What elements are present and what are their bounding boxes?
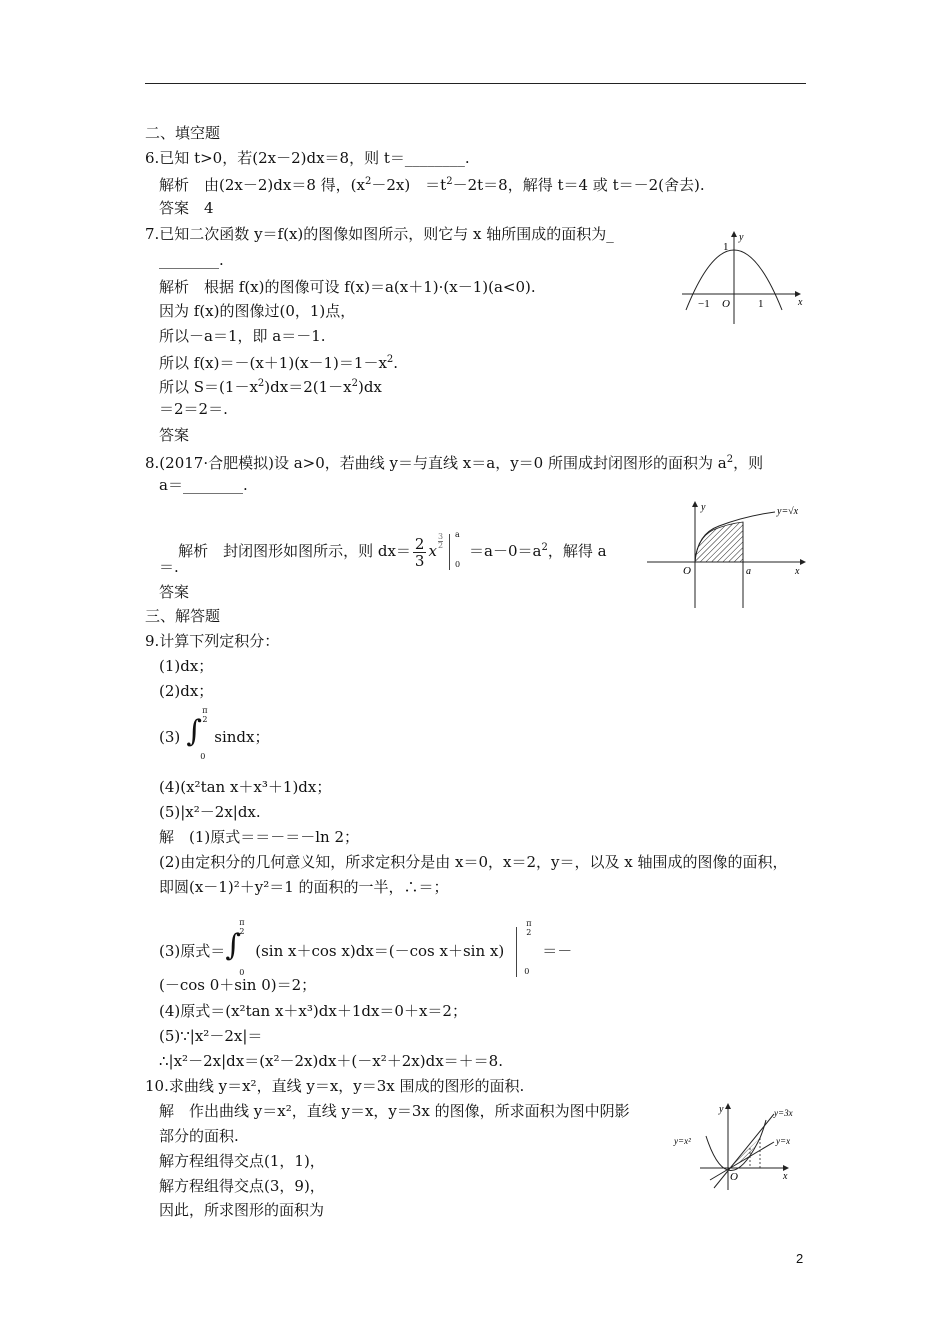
q10-x-label: x xyxy=(783,1171,788,1182)
q8-x-label: x xyxy=(795,566,800,577)
q8-analysis-line1: 解析 封闭图形如图所示，则 dx＝ $\frac{2}{3}$ x $\frac{3}{2}$ a 0 $=a-0=a^2$，解得 a xyxy=(178,530,607,570)
q7-x-label: x xyxy=(798,297,803,308)
q8-fraction: $\frac{2}{3}$ xyxy=(414,534,425,570)
page-number: 2 xyxy=(796,1251,804,1266)
q10-solution2: 部分的面积. xyxy=(159,1127,239,1145)
q7-analysis-line6: ＝2＝2＝. xyxy=(159,400,228,418)
q8-sqrt-figure xyxy=(645,498,813,610)
q9-eval-bar: π 2 0 xyxy=(512,927,542,977)
q9-solution2b: 即圆(x－1)²＋y²＝1 的面积的一半，∴＝； xyxy=(159,878,449,896)
q9-integral-sign-2: ∫ π 2 0 xyxy=(225,918,245,977)
q10-solution3: 解方程组得交点(1，1)， xyxy=(159,1152,325,1170)
q10-origin-label: O xyxy=(730,1171,738,1183)
q8-shaded-region xyxy=(695,522,743,562)
q9-solution4: (4)原式＝(x²tan x＋x³)dx＋1dx＝0＋x＝2； xyxy=(159,1002,467,1020)
q7-question: 7.已知二次函数 y＝f(x)的图像如图所示，则它与 x 轴所围成的面积为_ xyxy=(145,225,614,243)
q7-one-label: 1 xyxy=(723,241,729,253)
q9-part4: (4)(x²tan x＋x³＋1)dx； xyxy=(159,778,332,796)
q10-curve-label: y=x² xyxy=(674,1136,691,1146)
q9-part5: (5)|x²－2x|dx. xyxy=(159,803,261,821)
q7-analysis-line2: 因为 f(x)的图像过(0，1)点， xyxy=(159,302,356,320)
q9-part1: (1)dx； xyxy=(159,657,214,675)
q7-parabola-figure xyxy=(678,228,808,328)
q10-line3x-label: y=3x xyxy=(774,1108,793,1118)
section-solve: 三、解答题 xyxy=(145,607,221,625)
q7-analysis-line3: 所以－a＝1，即 a＝－1. xyxy=(159,327,326,345)
q9-solution1: 解 (1)原式＝＝－＝－ln 2； xyxy=(159,828,360,846)
q6-question: 6.已知 t>0，若(2x－2)dx＝8，则 t＝________. xyxy=(145,149,470,167)
q10-solution4: 解方程组得交点(3，9)， xyxy=(159,1177,325,1195)
q7-answer: 答案 xyxy=(159,426,190,444)
section-fill-in: 二、填空题 xyxy=(145,124,221,142)
q7-minus-one-label: −1 xyxy=(698,298,710,310)
q9-integral-sign: ∫ π 2 0 xyxy=(186,706,208,761)
q8-eval-bar: a 0 xyxy=(447,534,465,570)
q9-question: 9.计算下列定积分： xyxy=(145,632,280,650)
q10-solution5: 因此，所求图形的面积为 xyxy=(159,1201,325,1219)
q10-figure xyxy=(670,1100,805,1192)
q6-analysis: 解析 由(2x－2)dx＝8 得，$(x^2-2x)$ $=t^2-2t=8$，解得 t＝4 或 t＝－2(舍去). xyxy=(159,176,705,194)
q8-analysis-line2: ＝. xyxy=(159,558,179,576)
q7-origin-label: O xyxy=(722,298,730,310)
q10-line-3x xyxy=(714,1114,774,1188)
q9-solution5: (5)∵|x²－2x|＝ xyxy=(159,1027,263,1045)
q10-line-x xyxy=(710,1142,774,1180)
q7-y-label: y xyxy=(739,232,744,243)
q8-curve-label: y=√x xyxy=(777,506,799,517)
q10-y-label: y xyxy=(719,1104,724,1115)
q9-solution5b: ∴|x²－2x|dx＝(x²－2x)dx＋(－x²＋2x)dx＝＋＝8. xyxy=(159,1052,503,1070)
header-rule xyxy=(145,83,806,84)
q10-question: 10.求曲线 y＝x²，直线 y＝x，y＝3x 围成的图形的面积. xyxy=(145,1077,525,1095)
q9-part3: (3) ∫ π 2 0 sindx； xyxy=(159,706,270,761)
q9-solution3b: (－cos 0＋sin 0)＝2； xyxy=(159,976,317,994)
q9-solution2: (2)由定积分的几何意义知，所求定积分是由 x＝0，x＝2，y＝，以及 x 轴围成的图像的面积， xyxy=(159,853,788,871)
q8-exponent: $\frac{3}{2}$ xyxy=(437,532,444,550)
q6-answer: 答案 4 xyxy=(159,199,214,217)
q8-y-label: y xyxy=(701,502,706,513)
q8-answer: 答案 xyxy=(159,583,190,601)
q7-one-x-label: 1 xyxy=(758,298,764,310)
q7-analysis-line1: 解析 根据 f(x)的图像可设 f(x)＝a(x＋1)·(x－1)(a<0). xyxy=(159,278,536,296)
q8-a-label: a xyxy=(746,566,751,577)
q8-question: 8.(2017·合肥模拟)设 a>0，若曲线 y＝与直线 x＝a，y＝0 所围成封闭图形的面积为 $a^2$，则 xyxy=(145,454,764,472)
q10-solution1: 解 作出曲线 y＝x²，直线 y＝x，y＝3x 的图像，所求面积为图中阴影 xyxy=(159,1102,630,1120)
q7-analysis-line5: 所以 $S=(1-x^2)dx=2(1-x^2)dx$ xyxy=(159,378,382,396)
q8-origin-label: O xyxy=(683,565,691,577)
q10-linex-label: y=x xyxy=(776,1136,791,1146)
q8-question-blank: a＝________. xyxy=(159,476,248,494)
q7-analysis-line4: 所以 $f(x)=-(x+1)(x-1)=1-x^2$. xyxy=(159,354,399,372)
q9-part2: (2)dx； xyxy=(159,682,214,700)
q9-solution3: (3)原式＝ ∫ π 2 0 (sin x＋cos x)dx＝(－cos x＋sin x) π 2 0 ＝－ xyxy=(159,918,573,977)
q7-question-blank: ________. xyxy=(159,251,224,269)
